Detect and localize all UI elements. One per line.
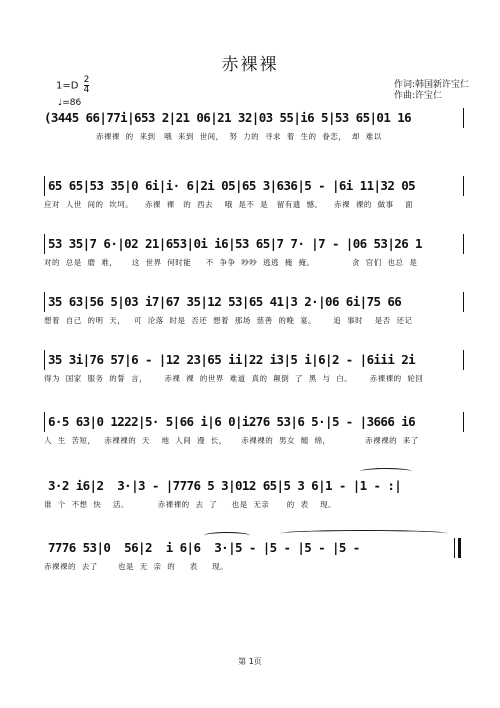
tempo-marking: ♩=86 bbox=[58, 98, 82, 108]
barline bbox=[44, 412, 45, 432]
barline bbox=[44, 234, 45, 254]
page-number: 第 1页 bbox=[238, 657, 262, 666]
barline bbox=[463, 350, 464, 370]
slur bbox=[360, 468, 412, 475]
barline bbox=[454, 538, 455, 558]
final-barline bbox=[458, 538, 461, 558]
credits bbox=[394, 80, 469, 102]
composer-credit: 作曲:许宝仁 bbox=[394, 91, 443, 101]
lyricist-credit: 作词:韩国新许宝仁 bbox=[394, 80, 470, 90]
key-signature bbox=[56, 76, 89, 95]
notation-line: 6·5 63|0 1222|5· 5|66 i|6 0|i276 53|6 5·|5 - |3666 i6 bbox=[48, 414, 416, 429]
barline bbox=[463, 234, 464, 254]
lyrics-line: 赤裸裸的 去了 也是 无 亲 的 表 现。 bbox=[44, 562, 229, 571]
notation-line: 65 65|53 35|0 6i|i· 6|2i 05|65 3|636|5 - |6i 11|32 05 bbox=[48, 178, 416, 193]
notation-line: 35 63|56 5|03 i7|67 35|12 53|65 41|3 2·|06 6i|75 66 bbox=[48, 294, 402, 309]
barline bbox=[463, 108, 464, 128]
lyrics-line: 想着 自己 的明 天， 可 沦落 时是 否还 想着 那场 慈善 的晚 宴。 追 事时 是否 还记 bbox=[44, 316, 413, 325]
barline bbox=[463, 292, 464, 312]
key-label: 1=D bbox=[56, 80, 79, 92]
barline bbox=[44, 176, 45, 196]
lyrics-line: 得为 国家 服务 的誓 言， 赤裸 裸 的世界 难道 真的 颠倒 了 黑 与 白。 赤裸裸的 轮回 bbox=[44, 374, 424, 383]
time-signature-top: 2 bbox=[83, 75, 90, 85]
notation-line: 35 3i|76 57|6 - |12 23|65 ii|22 i3|5 i|6|2 - |6iii 2i bbox=[48, 352, 416, 367]
lyrics-line: 对的 总是 磨 难， 这 世界 何时能 不 争争 吵吵 逃逃 掩 掩。 贪 官们 也总 是 bbox=[44, 258, 418, 267]
barline bbox=[44, 292, 45, 312]
time-signature bbox=[84, 76, 90, 95]
notation-line: 53 35|7 6·|02 21|653|0i i6|53 65|7 7· |7 - |06 53|26 1 bbox=[48, 236, 422, 251]
barline bbox=[463, 412, 464, 432]
notation-line: 7776 53|0 56|2 i 6|6 3·|5 - |5 - |5 - |5 - bbox=[48, 540, 367, 555]
barline bbox=[463, 176, 464, 196]
barline bbox=[44, 350, 45, 370]
lyrics-line: 人 生 苦短， 赤裸裸的 天 地 人间 漫 长， 赤裸裸的 男女 缠 绵， 赤裸裸的 来了 bbox=[44, 436, 419, 445]
notation-line: (3445 66|77i|653 2|21 06|21 32|03 55|i6 5|53 65|01 16 bbox=[44, 110, 412, 125]
song-title: 赤裸裸 bbox=[221, 55, 279, 75]
lyrics-line: 赤裸裸 的 来到 哦 来到 世间， 努 力的 寻求 着 生的 眷恋， 却 难以 bbox=[44, 132, 382, 141]
slur bbox=[280, 530, 448, 537]
lyrics-line: 应对 人世 间的 坎坷。 赤裸 裸 的 西去 哦 是不 是 留有遗 憾。 赤裸 裸的 做事 面 bbox=[44, 200, 414, 209]
notation-line: 3·2 i6|2 3·|3 - |7776 5 3|012 65|5 3 6|1 - |1 - :| bbox=[48, 478, 402, 493]
time-signature-bottom: 4 bbox=[83, 85, 90, 95]
lyrics-line: 谁 个 不想 快 活。 赤裸裸的 去 了 也是 无亲 的 表 现。 bbox=[44, 500, 337, 509]
